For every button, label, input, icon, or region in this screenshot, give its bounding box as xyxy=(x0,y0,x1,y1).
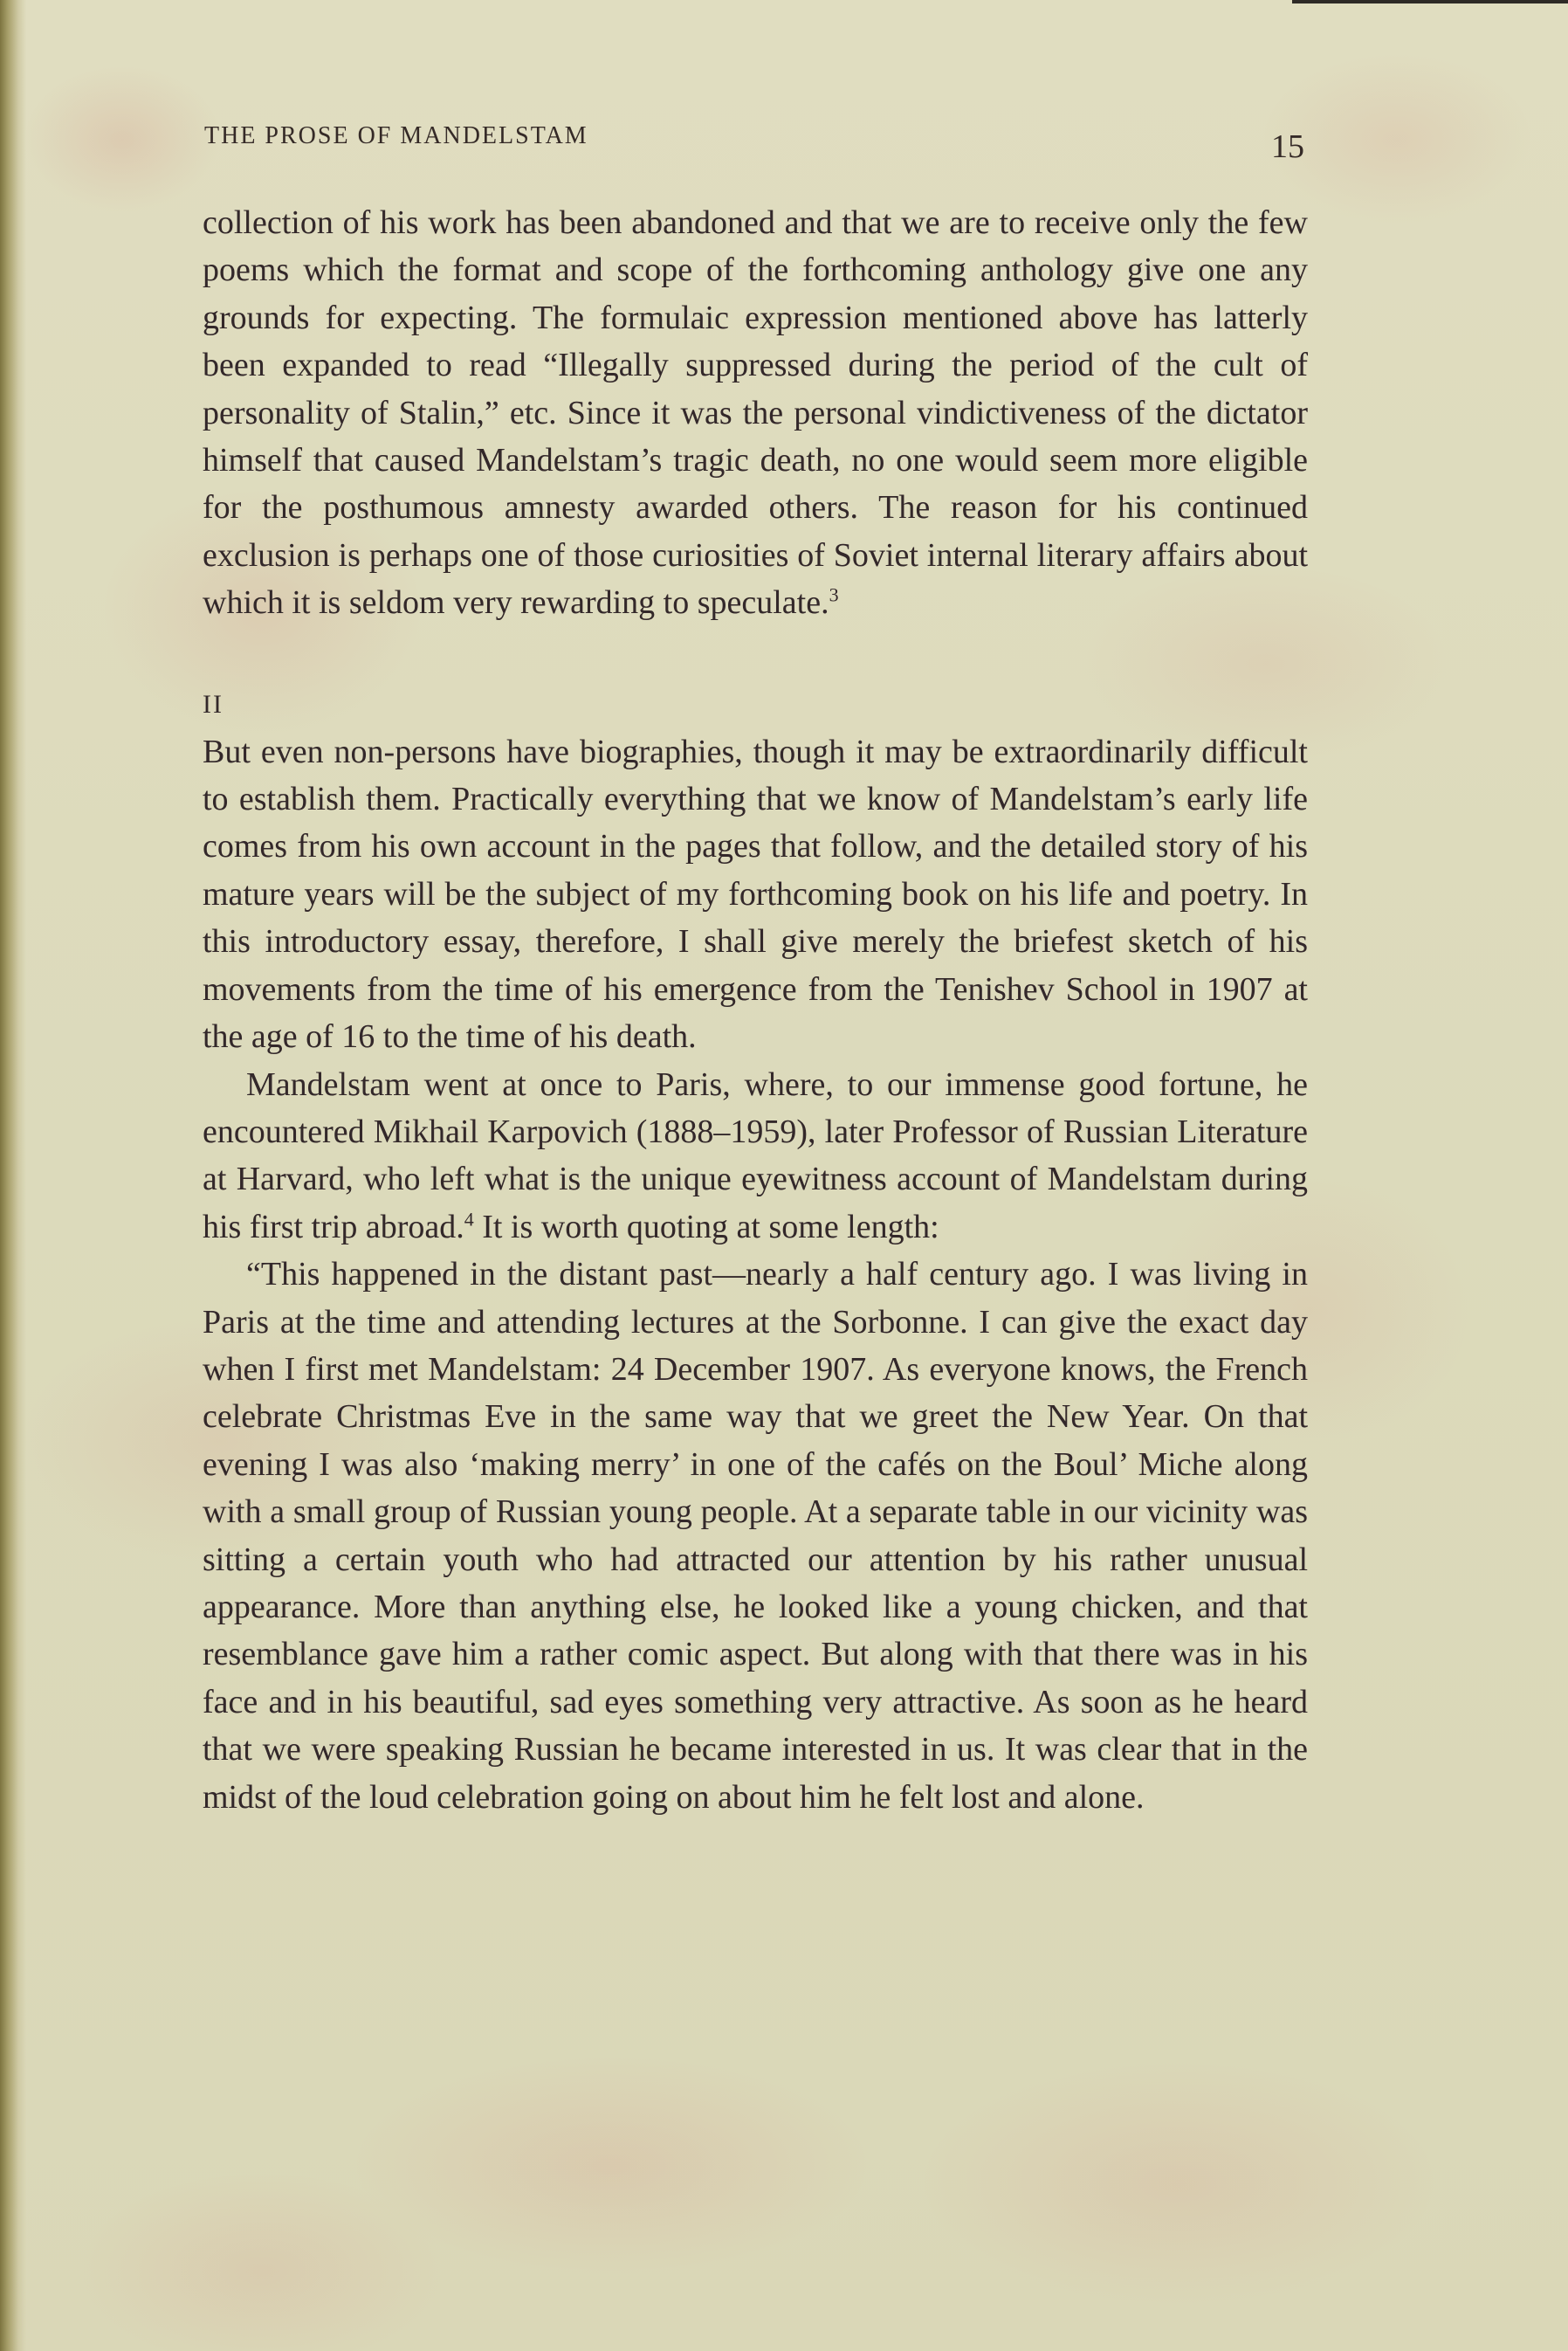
page-number: 15 xyxy=(1271,128,1304,165)
running-head: THE PROSE OF MANDELSTAM xyxy=(204,122,588,149)
paragraph-4-quotation: “This happened in the distant past—nearly a half century ago. I was living in Paris at the time and attending lectures at the Sorbonne. I can give the exact day when I first met Mandelstam: 24 December 1907. As everyone knows, the French celebrate Christmas Eve in the same way that we greet the New Year. On that evening I was also ‘making merry’ in one of the cafés on the Boul’ Miche along with a small group of Russian young people. At a separate table in our vicinity was sitting a certain youth who had attracted our attention by his rather unusual appearance. More than anything else, he looked like a young chicken, and that resemblance gave him a rather comic aspect. But along with that there was in his face and in his beautiful, sad eyes something very attractive. As soon as he heard that we were speaking Russian he became interested in us. It was clear that in the midst of the loud celebration going on about him he felt lost and alone. xyxy=(203,1256,1308,1816)
footnote-ref-3: 3 xyxy=(829,583,839,606)
body-text xyxy=(203,199,1308,1821)
paragraph-3-text-b: It is worth quoting at some length: xyxy=(473,1208,939,1245)
binding-edge xyxy=(0,0,26,2351)
section-spacer xyxy=(203,627,1308,681)
footnote-ref-4: 4 xyxy=(464,1208,474,1231)
paragraph-1 xyxy=(203,199,1308,627)
section-number: II xyxy=(203,689,224,719)
paragraph-1-text: collection of his work has been abandoned and that we are to receive only the few poems which the format and scope of the forthcoming anthology give one any grounds for expecting. The formulaic expression mentioned above has latterly been expanded to read “Illegally suppressed during the period of the cult of personality of Stalin,” etc. Since it was the personal vindictiveness of the dictator himself that caused Mandelstam’s tragic death, no one would seem more eligible for the posthumous amnesty awarded others. The reason for his continued exclusion is perhaps one of those curiosities of Soviet internal literary affairs about which it is seldom very rewarding to speculate. xyxy=(203,204,1308,622)
paragraph-3-text-a: Mandelstam went at once to Paris, where, to our immense good fortune, he encountered Mikhail Karpovich (1888–1959), later Professor of Russian Literature at Harvard, who left what is the unique eyewitness account of Mandelstam during his first trip abroad. xyxy=(203,1065,1308,1245)
paragraph-3 xyxy=(203,1061,1308,1251)
page-top-edge xyxy=(1292,0,1568,3)
paragraph-2: But even non-persons have biographies, though it may be extraordinarily difficult to establish them. Practically everything that we know of Mandelstam’s early life comes from his own account in the pages that follow, and the detailed story of his mature years will be the subject of my forthcoming book on his life and poetry. In this introductory essay, therefore, I shall give merely the briefest sketch of his movements from the time of his emergence from the Tenishev School in 1907 at the age of 16 to the time of his death. xyxy=(203,733,1308,1056)
